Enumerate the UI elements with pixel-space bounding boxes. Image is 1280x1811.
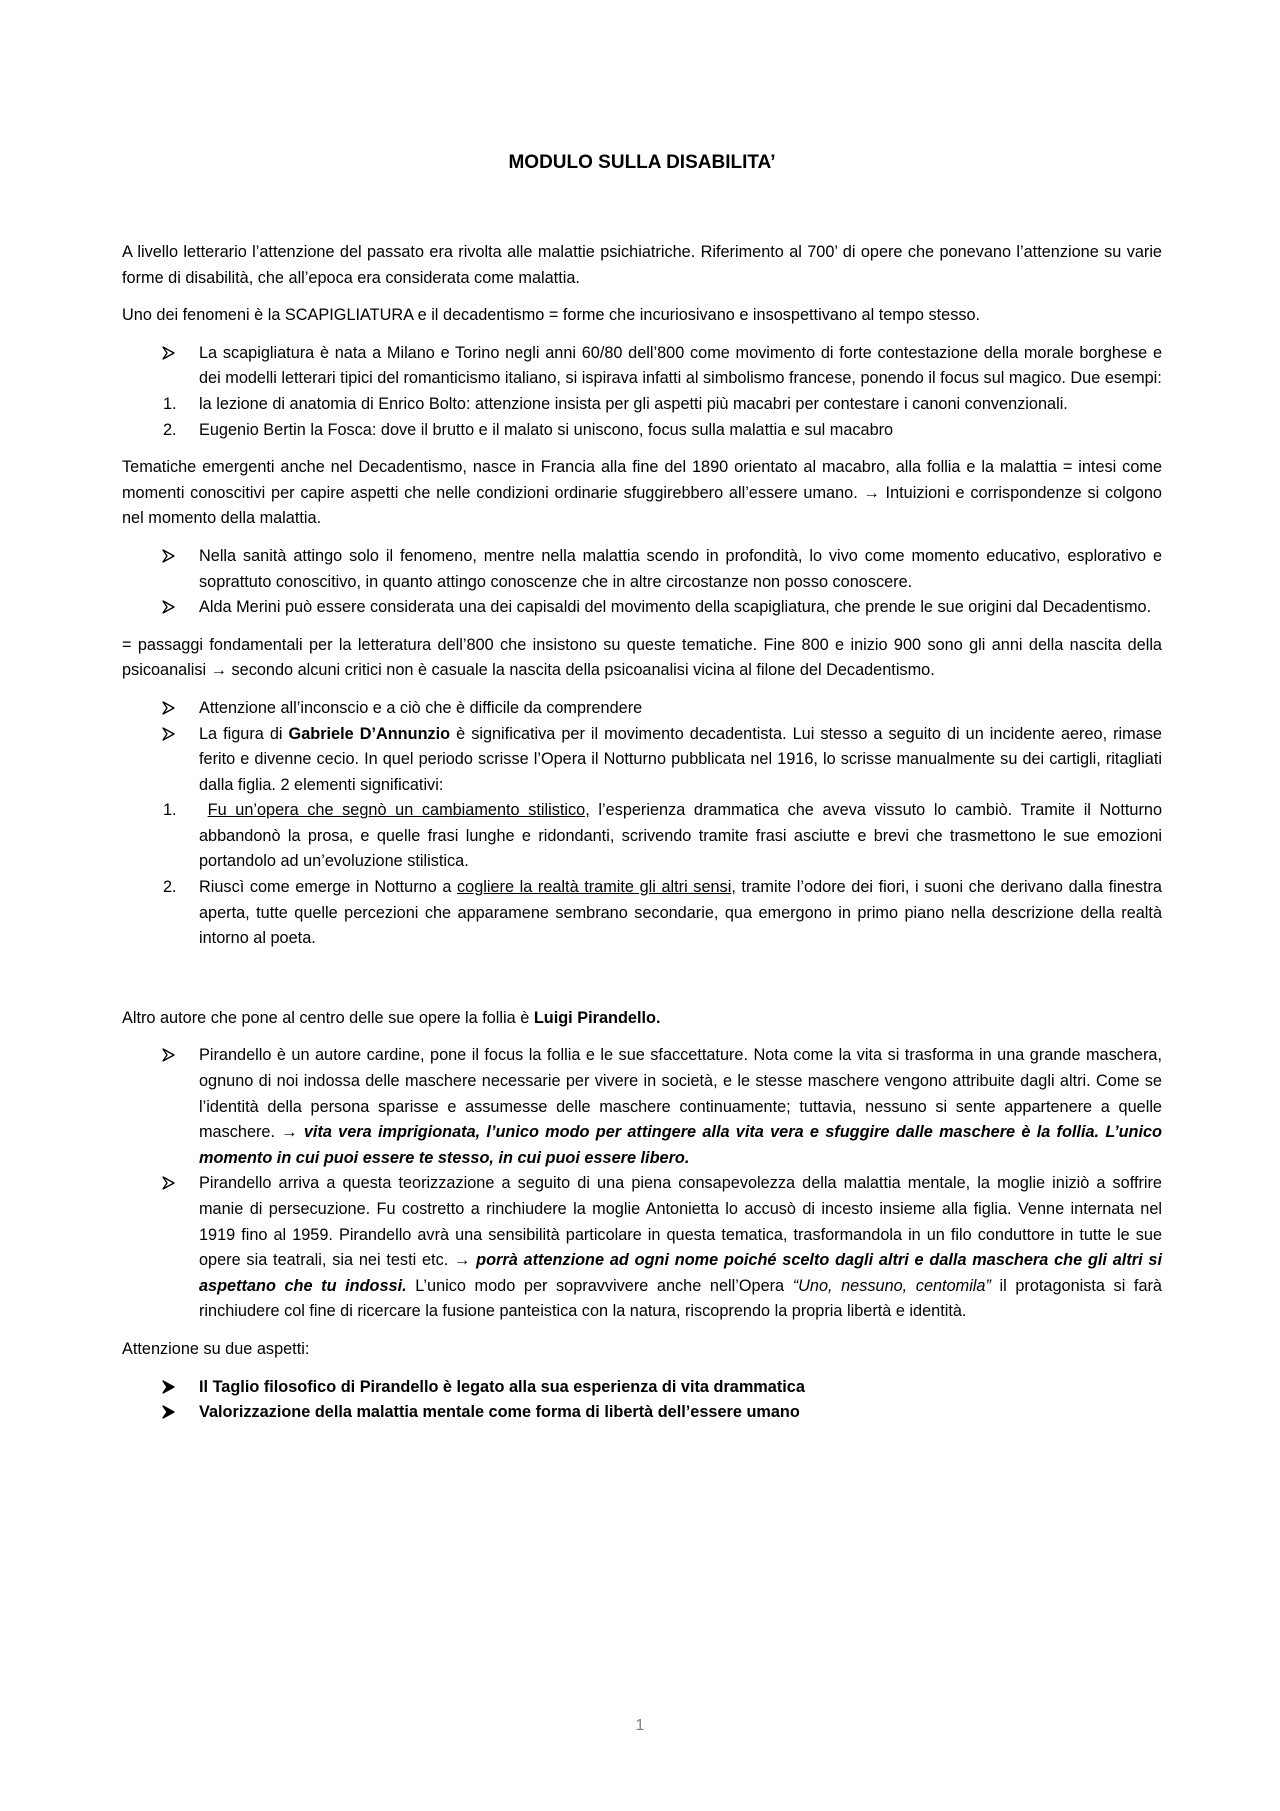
document-body [122,150,1162,1438]
list-item-text: L’unico modo per sopravvivere anche nell’Opera [406,1276,793,1295]
paragraph-text: = passaggi fondamentali per la letteratura dell’800 che insistono su queste tematiche. Fine 800 e inizio 900 sono gli anni della nascita della psicoanalisi [122,635,1162,680]
paragraph-text: Tematiche emergenti anche nel Decadentismo, nasce in Francia alla fine del 1890 orientato al macabro, alla follia e la malattia = intesi come momenti conoscitivi per capire aspetti che nelle condizioni ordinarie sfuggirebbero all’essere umano. [122,458,1162,502]
arrowhead-bullet-icon [162,600,175,614]
list-item-text: Pirandello è un autore cardine, pone il focus la follia e le sue sfaccettature. Nota come la vita si trasforma in una grande maschera, ognuno di noi indossa delle maschere necessarie per vivere in società, e le stesse maschere vengono attribuite dagli altri. Come se l’identità della persona sparisse e assumesse delle maschere continuamente; tuttavia, nessuno si sente appartenere a quelle maschere. [199,1046,1162,1142]
arrow-icon: → [210,661,227,680]
spacer [122,964,1162,1006]
work-title: “Uno, nessuno, centomila” [792,1276,991,1295]
list-item [122,696,1162,722]
arrowhead-bullet-icon [162,1380,175,1394]
document-title: MODULO SULLA DISABILITA’ [508,152,776,173]
arrowhead-bullet-icon [162,346,175,360]
list-dannunzio [122,696,1162,952]
list-item [122,392,1162,418]
list-item-text: Riuscì come emerge in Notturno a [199,878,458,897]
list-item-text: la lezione di anatomia di Enrico Bolto: attenzione insista per gli aspetti più macabri per contestare i canoni convenzionali. [199,394,1068,413]
paragraph-text: Altro autore che pone al centro delle sue opere la follia è [122,1008,534,1027]
paragraph-aspetti: Attenzione su due aspetti: [122,1339,310,1358]
author-name: Luigi Pirandello. [533,1008,661,1027]
underlined-text: Fu un’opera che segnò un cambiamento stilistico, [207,801,590,820]
list-number: 2. [163,420,177,439]
list-item-text: il protagonista si farà rinchiudere col fine di ricercare la fusione panteistica con la natura, riscoprendo la propria libertà e identità. [199,1276,1162,1321]
arrow-icon: → [863,483,880,502]
list-item [122,418,1162,444]
arrowhead-bullet-icon [162,727,175,741]
list-item-text: Il Taglio filosofico di Pirandello è legato alla sua esperienza di vita drammatica [199,1377,805,1396]
list-item [122,1171,1162,1325]
list-aspetti [122,1375,1162,1426]
list-item [122,1043,1162,1171]
paragraph-intro: A livello letterario l’attenzione del passato era rivolta alle malattie psichiatriche. Riferimento al 700’ di opere che ponevano l’attenzione su varie forme di disabilità, che all’epoca era considerata come malattia. [122,243,1162,287]
list-item-text: La scapigliatura è nata a Milano e Torino negli anni 60/80 dell’800 come movimento di forte contestazione della morale borghese e dei modelli letterari tipici del romanticismo italiano, si ispirava infatti al simbolismo francese, ponendo il focus sul magico. Due esempi: [199,343,1162,388]
list-item [122,875,1162,952]
list-item [122,798,1162,875]
page-number: 1 [635,1717,645,1734]
paragraph-text: secondo alcuni critici non è casuale la nascita della psicoanalisi vicina al filone del Decadentismo. [231,661,935,680]
arrowhead-bullet-icon [162,549,175,563]
list-item-text: Pirandello arriva a questa teorizzazione a seguito di una piena consapevolezza della malattia mentale, la moglie iniziò a soffrire manie di persecuzione. Fu costretto a rinchiudere la moglie Antonietta lo accusò di incesto insieme alla figlia. Venne internata nel 1919 fino al 1959. Pirandello avrà una sensibilità particolare in questa tematica, trasformandola in un filo conduttore in tutte le sue opere sia teatrali, sia nei testi etc. [199,1174,1162,1270]
list-item-text: , tramite l’odore dei fiori, i suoni che derivano dalla finestra aperta, tutte quelle percezioni che apparamene sembrano secondarie, qua emergono in primo piano nella descrizione della realtà intorno al poeta. [199,878,1162,948]
underlined-text: cogliere la realtà tramite gli altri sensi [457,878,732,897]
arrow-icon: → [281,1123,298,1142]
list-item-text: Eugenio Bertin la Fosca: dove il brutto e il malato si uniscono, focus sulla malattia e sul macabro [199,420,894,439]
list-item-text: Valorizzazione della malattia mentale come forma di libertà dell’essere umano [199,1403,800,1422]
list-number: 1. [163,801,177,820]
list-item-text: Nella sanità attingo solo il fenomeno, mentre nella malattia scendo in profondità, lo vivo come momento educativo, esplorativo e soprattuto conoscitivo, in quanto attingo conoscenze che in altre circostanze non posso conoscere. [199,546,1162,591]
list-item-text: è significativa per il movimento decadentista. Lui stesso a seguito di un incidente aereo, rimase ferito e divenne cecio. In quel periodo scrisse l’Opera il Notturno pubblicata nel 1916, lo scrisse manualmente su dei cartigli, ritagliati dalla figlia. 2 elementi significativi: [199,724,1162,794]
arrowhead-bullet-icon [162,701,175,715]
list-item-text: l’esperienza drammatica che aveva vissuto lo cambiò. Tramite il Notturno abbandonò la prosa, e quelle frasi lunghe e ridondanti, scrivendo tramite frasi asciutte e brevi che trasmettono le sue emozioni portandolo ad un’evoluzione stilistica. [199,801,1162,871]
list-item [122,544,1162,595]
paragraph-decadentismo [122,455,1162,532]
arrowhead-bullet-icon [162,1405,175,1419]
list-item [122,1400,1162,1426]
list-number: 2. [163,878,177,897]
paragraph-text: Intuizioni e corrispondenze si colgono nel momento della malattia. [122,483,1162,528]
emphasis-text: vita vera imprigionata, l’unico modo per attingere alla vita vera e sfuggire dalle maschere è la follia. L’unico momento in cui puoi essere te stesso, in cui puoi essere libero. [199,1123,1163,1167]
paragraph-scapigliatura: Uno dei fenomeni è la SCAPIGLIATURA e il decadentismo = forme che incuriosivano e insospettivano al tempo stesso. [122,306,981,325]
paragraph-psicoanalisi [122,633,1162,684]
list-item [122,341,1162,392]
list-item [122,595,1162,621]
arrowhead-bullet-icon [162,1176,175,1190]
list-item-text: La figura di [199,724,289,743]
paragraph-pirandello [122,1006,1162,1032]
arrowhead-bullet-icon [162,1048,175,1062]
list-pirandello [122,1043,1162,1325]
list-item-text: Alda Merini può essere considerata una dei capisaldi del movimento della scapigliatura, che prende le sue origini dal Decadentismo. [199,598,1152,617]
emphasis-text: porrà attenzione ad ogni nome poiché scelto dagli altri e dalla maschera che gli altri si aspettano che tu indossi. [199,1251,1162,1295]
list-scapigliatura [122,341,1162,443]
list-item-text: Attenzione all’inconscio e a ciò che è difficile da comprendere [199,698,643,717]
list-decadentismo [122,544,1162,621]
list-item [122,1375,1162,1401]
list-item [122,722,1162,799]
author-name: Gabriele D’Annunzio [288,724,451,743]
arrow-icon: → [454,1251,471,1270]
list-number: 1. [163,394,177,413]
